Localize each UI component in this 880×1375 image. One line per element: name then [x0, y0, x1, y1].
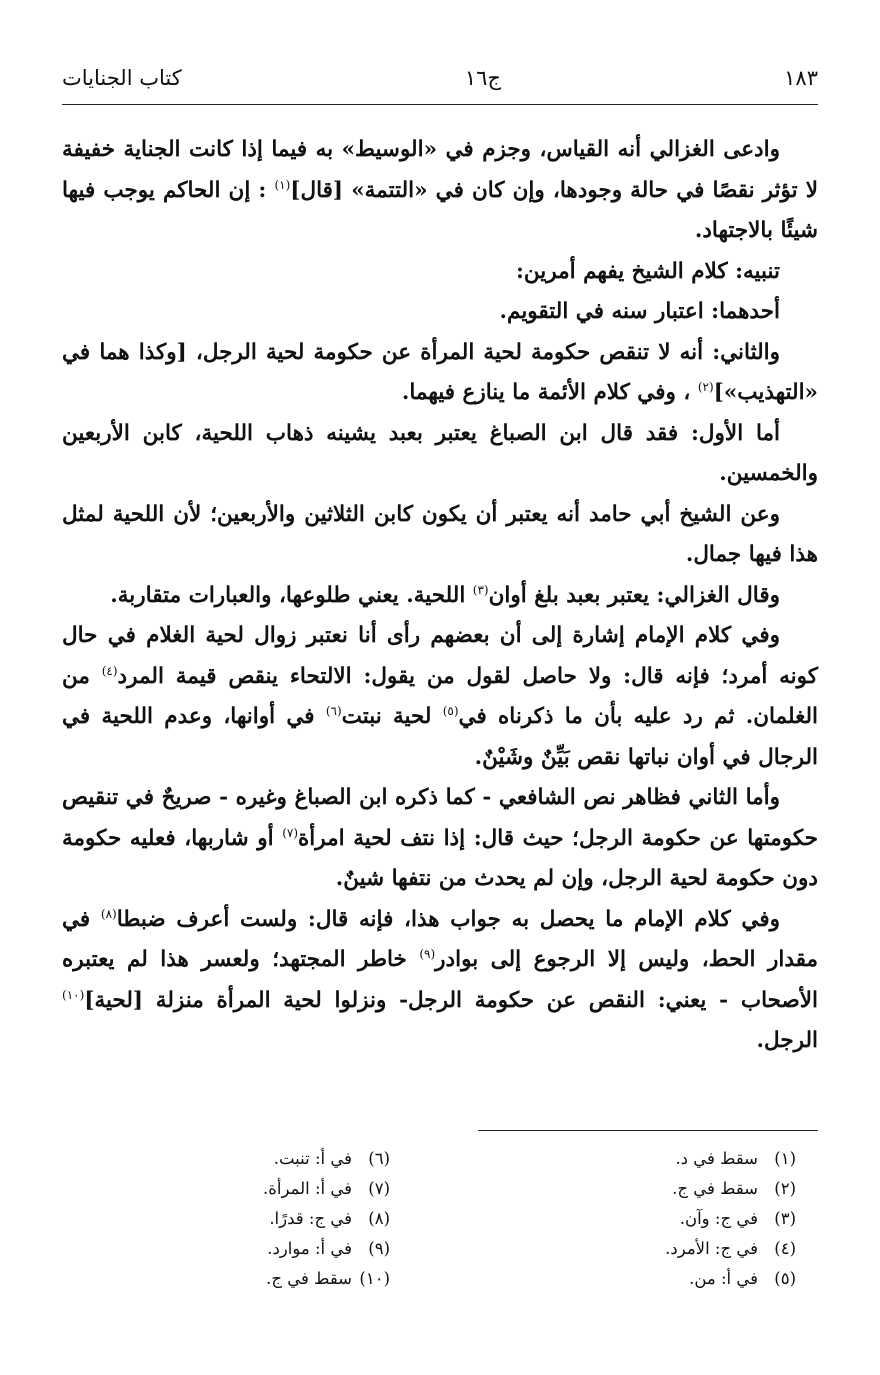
footnote-text: في أ: من. [689, 1269, 758, 1288]
footnotes [62, 1144, 818, 1294]
paragraph: وقال الغزالي: يعتبر بعبد بلغ أوان$^{(٣)}$ اللحية. يعني طلوعها، والعبارات متقاربة. [110, 582, 780, 608]
footnote-number: (٥) [774, 1269, 796, 1288]
header-divider [62, 104, 818, 105]
footnote-item [62, 1264, 390, 1294]
footnote-marker[interactable]: (٨) [100, 906, 117, 921]
paragraph: وعن الشيخ أبي حامد أنه يعتبر أن يكون كابن الثلاثين والأربعين؛ لأن اللحية لمثل هذا فيها جمال. [62, 501, 818, 567]
footnote-number: (٦) [368, 1149, 390, 1168]
footnote-text: في ج: وآن. [679, 1209, 758, 1228]
footnote-text: في ج: قدرًا. [269, 1209, 352, 1228]
footnote-text: سقط في د. [675, 1149, 758, 1168]
footnote-number: (١٠) [359, 1269, 390, 1288]
volume-label: ج١٦ [464, 66, 501, 90]
footnote-item [62, 1174, 390, 1204]
footnote-marker[interactable]: (٩) [419, 946, 436, 961]
footnote-marker[interactable]: (٤) [101, 663, 118, 678]
footnote-number: (٢) [774, 1179, 796, 1198]
paragraph: والثاني: أنه لا تنقص حكومة لحية المرأة عن حكومة لحية الرجل، [وكذا هما في «التهذيب»]$^{(٢)}$ ، وفي كلام الأئمة ما ينازع فيهما. [62, 339, 818, 405]
footnote-text: في ج: الأمرد. [665, 1239, 758, 1258]
footnote-item [62, 1234, 390, 1264]
footnote-divider [478, 1130, 818, 1131]
footnote-text: في أ: المرأة. [262, 1179, 352, 1198]
footnote-marker[interactable]: (٢) [697, 379, 714, 394]
footnote-number: (٧) [368, 1179, 390, 1198]
page-header [62, 58, 818, 98]
footnote-number: (٣) [774, 1209, 796, 1228]
book-title: كتاب الجنايات [62, 66, 182, 90]
footnote-column-left [62, 1144, 438, 1294]
footnote-item [438, 1234, 796, 1264]
footnote-item [438, 1204, 796, 1234]
footnote-item [62, 1204, 390, 1234]
footnote-item [438, 1144, 796, 1174]
paragraph: وفي كلام الإمام ما يحصل به جواب هذا، فإنه قال: ولست أعرف ضبطا$^{(٨)}$ في مقدار الحط، وليس إلا الرجوع إلى بوادر$^{(٩)}$ خاطر المجتهد؛ ولعسر هذا لم يعتبره الأصحاب - يعني: النقص عن حكومة الرجل- ونزلوا لحية المرأة منزلة [لحية]$^{(١٠)}$ الرجل. [62, 906, 819, 1053]
footnote-marker[interactable]: (١٠) [62, 987, 85, 1002]
footnote-item [438, 1264, 796, 1294]
footnote-number: (٨) [368, 1209, 390, 1228]
footnote-item [438, 1174, 796, 1204]
footnote-text: في أ: موارد. [267, 1239, 352, 1258]
footnote-text: سقط في ج. [672, 1179, 758, 1198]
page-number: ١٨٣ [784, 66, 818, 90]
paragraph: أحدهما: اعتبار سنه في التقويم. [499, 299, 780, 324]
footnote-marker[interactable]: (٧) [282, 825, 299, 840]
footnote-number: (٩) [368, 1239, 390, 1258]
footnote-marker[interactable]: (٦) [325, 703, 342, 718]
footnote-marker[interactable]: (١) [274, 177, 291, 192]
footnote-text: في أ: تنبت. [273, 1149, 352, 1168]
footnote-item [62, 1144, 390, 1174]
paragraph: وأما الثاني فظاهر نص الشافعي - كما ذكره ابن الصباغ وغيره - صريحٌ في تنقيص حكومتها عن حكومة الرجل؛ حيث قال: إذا نتف لحية امرأة$^{(٧)}$ أو شاربها، فعليه حكومة دون حكومة لحية الرجل، وإن لم يحدث من نتفها شينٌ. [62, 785, 818, 891]
footnote-text: سقط في ج. [266, 1269, 352, 1288]
paragraph: تنبيه: كلام الشيخ يفهم أمرين: [515, 258, 780, 284]
footnote-column-right [438, 1144, 818, 1294]
paragraph: أما الأول: فقد قال ابن الصباغ يعتبر بعبد يشينه ذهاب اللحية، كابن الأربعين والخمسين. [62, 420, 818, 486]
footnote-marker[interactable]: (٣) [472, 582, 489, 597]
paragraph: وفي كلام الإمام إشارة إلى أن بعضهم رأى أنا نعتبر زوال لحية الغلام في حال كونه أمرد؛ فإنه قال: ولا حاصل لقول من يقول: الالتحاء ينقص قيمة المرد$^{(٤)}$ من الغلمان. ثم رد عليه بأن ما ذكرناه في$^{(٥)}$ لحية نبتت$^{(٦)}$ في أوانها، وعدم اللحية في الرجال في أوان نباتها نقص بَيِّنٌ وشَيْنٌ. [62, 623, 819, 770]
main-text [62, 130, 818, 1062]
paragraph: وادعى الغزالي أنه القياس، وجزم في «الوسيط» به فيما إذا كانت الجناية خفيفة لا تؤثر نقصًا في حالة وجودها، وإن كان في «التتمة» [قال]$^{(١)}$ : إن الحاكم يوجب فيها شيئًا بالاجتهاد. [62, 137, 818, 243]
footnote-marker[interactable]: (٥) [442, 703, 459, 718]
footnote-number: (٤) [774, 1239, 796, 1258]
footnote-number: (١) [774, 1149, 796, 1168]
